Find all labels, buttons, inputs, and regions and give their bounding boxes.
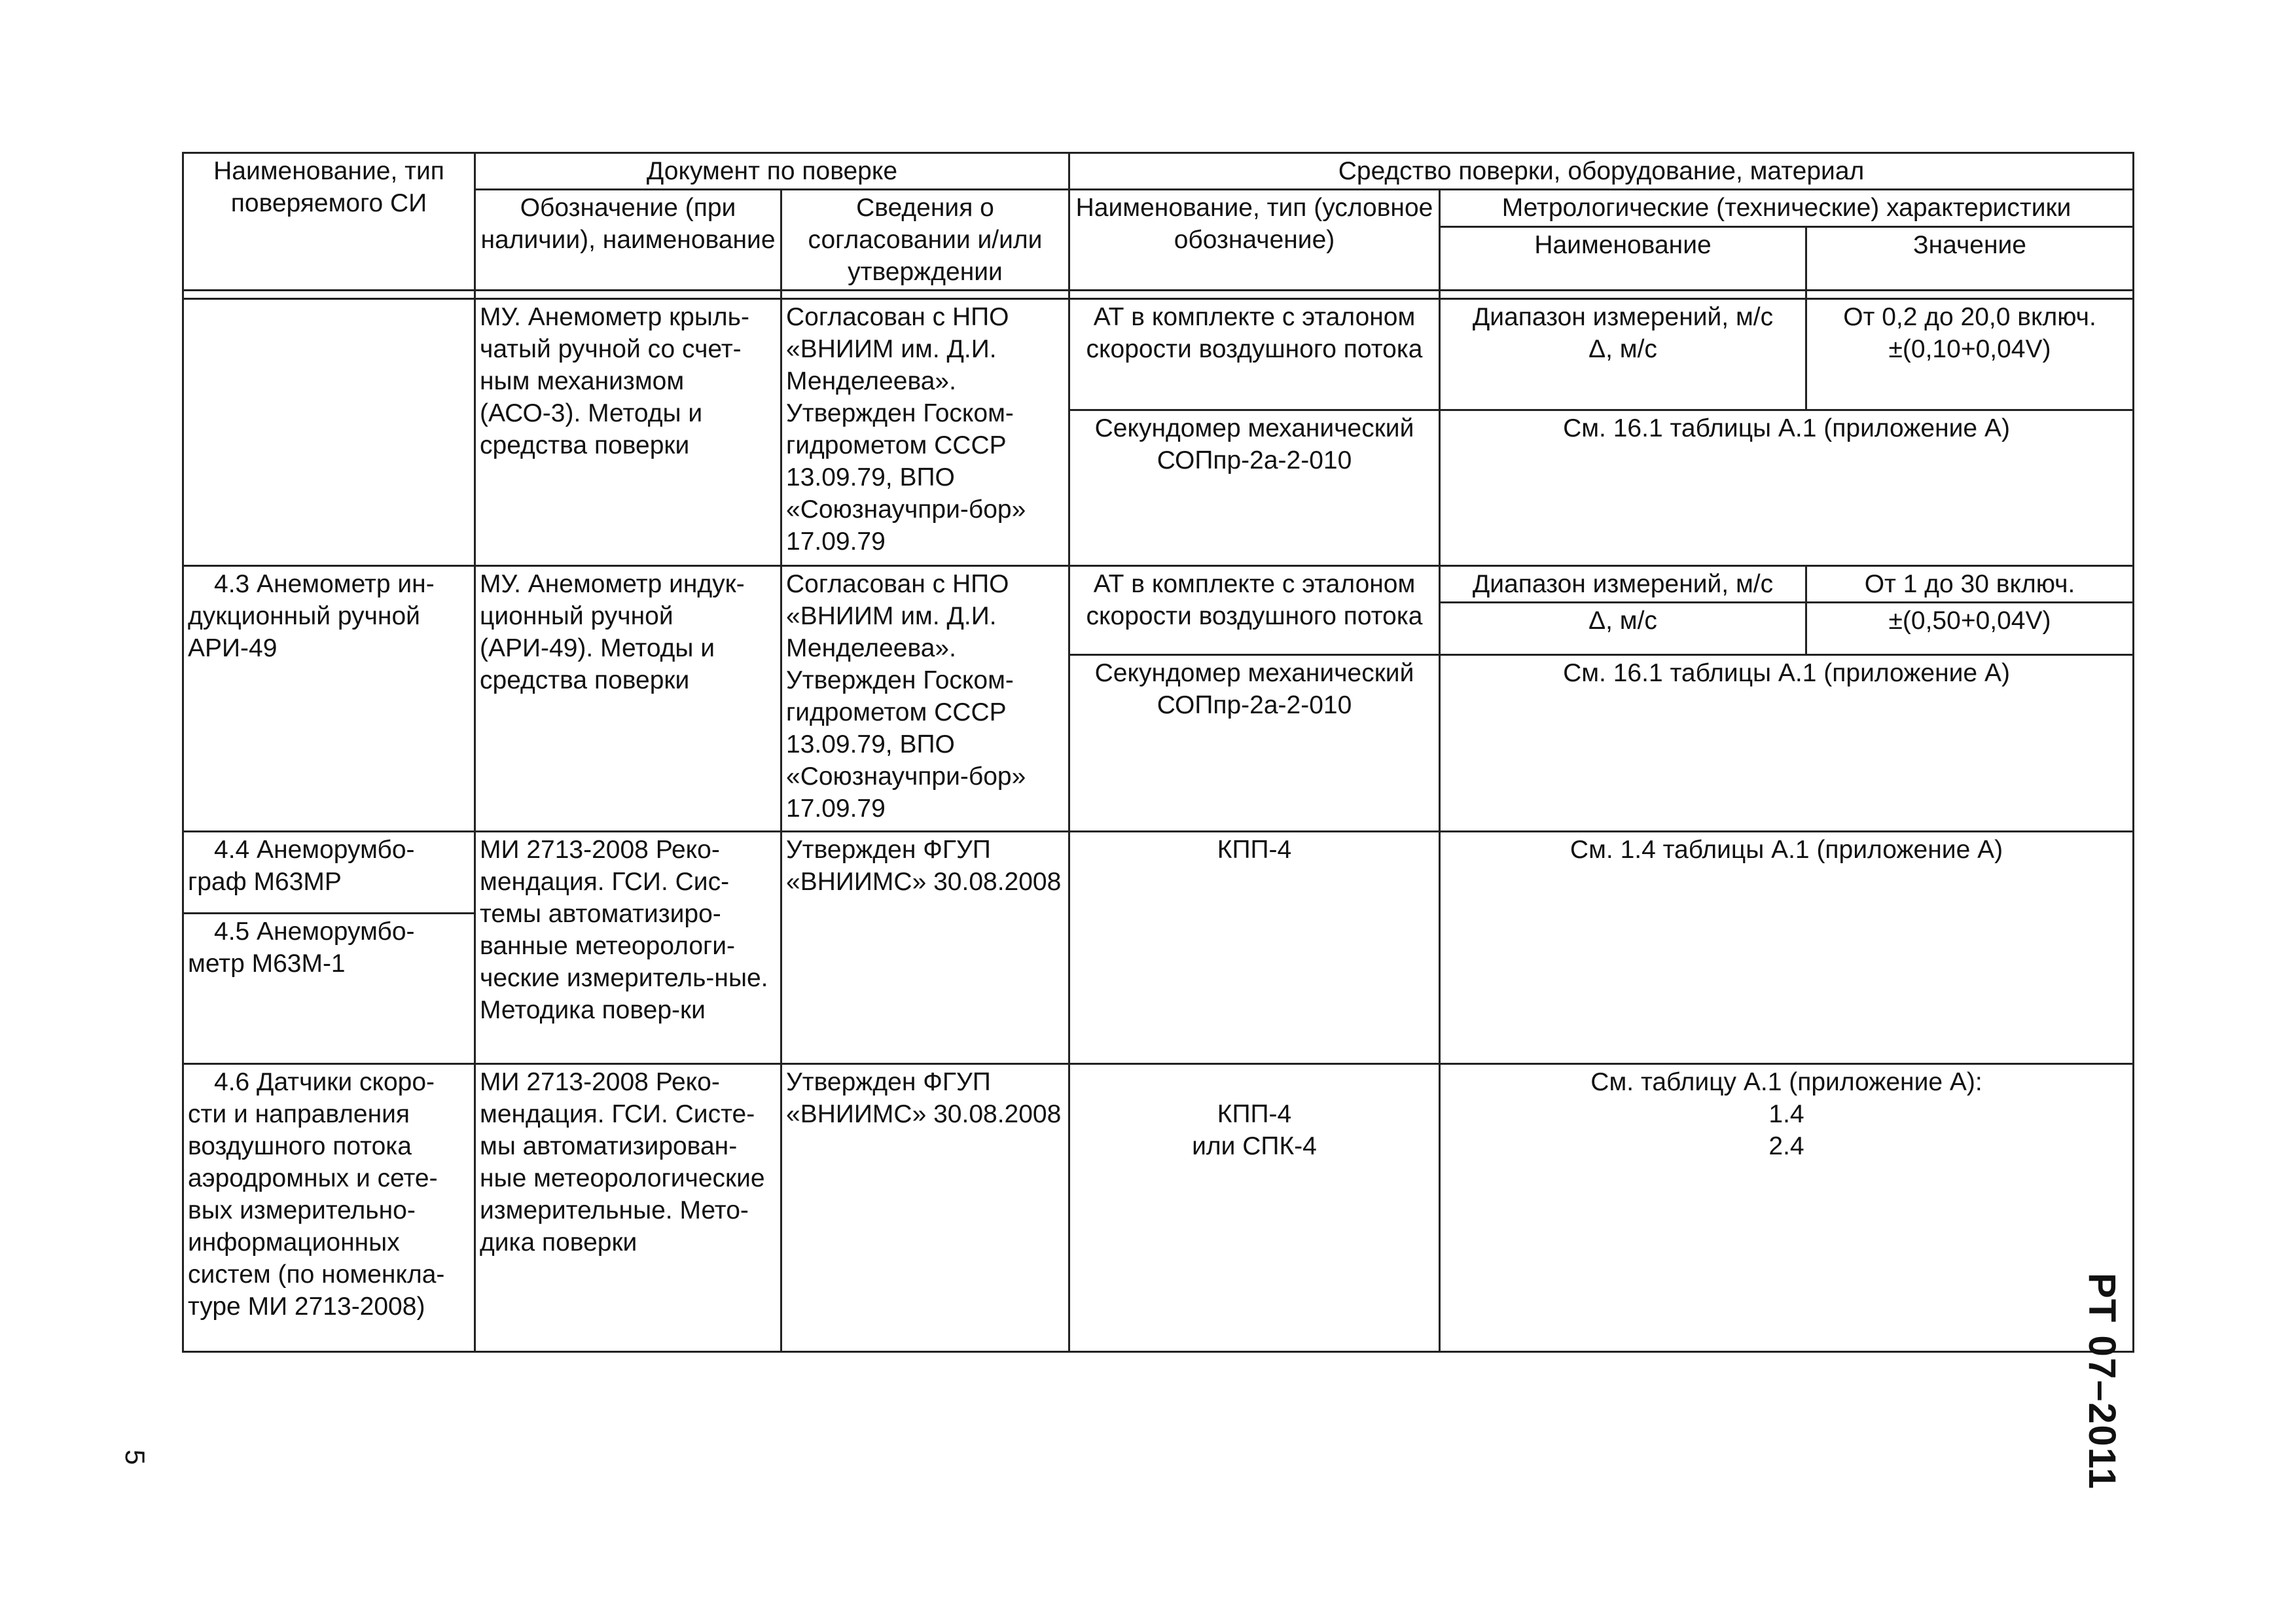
- si-name-cell: [183, 299, 475, 566]
- header-row-1: [183, 153, 2134, 190]
- char-value-cell: [1806, 299, 2134, 410]
- table-row: [183, 1064, 2134, 1352]
- tool-line: или СПК-4: [1192, 1132, 1317, 1160]
- tool-line: КПП-4: [1217, 1100, 1292, 1128]
- approval-cell: Согласован с НПО «ВНИИМ им. Д.И. Менделеева». Утвержден Госком-гидрометом СССР 13.09.79, ВПО «Союзнаучпри-бор» 17.09.79: [781, 299, 1069, 566]
- designation-cell: МУ. Анемометр крыль-чатый ручной со счет-ным механизмом (АСО-3). Методы и средства поверки: [475, 299, 781, 566]
- header-metrological: Метрологические (технические) характеристики: [1440, 190, 2134, 227]
- designation-cell: МИ 2713-2008 Реко-мендация. ГСИ. Систе-мы автоматизирован-ные метеорологические измерительные. Мето-дика поверки: [475, 1064, 781, 1352]
- approval-cell: Утвержден ФГУП «ВНИИМС» 30.08.2008: [781, 1064, 1069, 1352]
- header-approval: Сведения о согласовании и/или утверждении: [781, 190, 1069, 291]
- char-name-line: Диапазон измерений, м/с: [1472, 303, 1774, 331]
- header-char-name: Наименование: [1440, 227, 1806, 291]
- page-number: 5: [120, 1450, 151, 1465]
- header-tool-group: Средство поверки, оборудование, материал: [1069, 153, 2134, 190]
- tool-cell: АТ в комплекте с эталоном скорости воздушного потока: [1069, 566, 1440, 655]
- char-value-line: ±(0,10+0,04V): [1888, 335, 2051, 363]
- tool-cell: [1069, 1064, 1440, 1352]
- reference-line: См. таблицу А.1 (приложение А):: [1590, 1068, 1982, 1096]
- approval-cell: Утвержден ФГУП «ВНИИМС» 30.08.2008: [781, 832, 1069, 1064]
- tool-cell: Секундомер механический СОПпр-2а-2-010: [1069, 655, 1440, 832]
- reference-cell: См. 16.1 таблицы А.1 (приложение А): [1440, 410, 2134, 566]
- reference-cell: См. 16.1 таблицы А.1 (приложение А): [1440, 655, 2134, 832]
- reference-cell: См. 1.4 таблицы А.1 (приложение А): [1440, 832, 2134, 1064]
- reference-cell: [1440, 1064, 2134, 1352]
- tool-cell: АТ в комплекте с эталоном скорости воздушного потока: [1069, 299, 1440, 410]
- si-name-cell: 4.5 Анеморумбо-метр М63М-1: [183, 914, 475, 1064]
- header-designation: Обозначение (при наличии), наименование: [475, 190, 781, 291]
- verification-table: [182, 152, 2134, 1353]
- header-separator: [183, 291, 2134, 299]
- designation-cell: МУ. Анемометр индук-ционный ручной (АРИ-49). Методы и средства поверки: [475, 566, 781, 832]
- tool-line-spacer: [1074, 1066, 1435, 1098]
- table-row: [183, 566, 2134, 603]
- reference-line: 1.4: [1768, 1100, 1804, 1128]
- table-row: [183, 832, 2134, 914]
- char-name-cell: Диапазон измерений, м/с: [1440, 566, 1806, 603]
- si-name-cell: 4.4 Анеморумбо-граф М63МР: [183, 832, 475, 914]
- si-name-cell: 4.3 Анемометр ин-дукционный ручной АРИ-49: [183, 566, 475, 832]
- char-value-cell: ±(0,50+0,04V): [1806, 603, 2134, 655]
- si-name-cell: 4.6 Датчики скоро-сти и направления воздушного потока аэродромных и сете-вых измерительно-информационных систем (по номенкла-туре МИ 2713-2008): [183, 1064, 475, 1352]
- char-name-line: Δ, м/с: [1588, 335, 1657, 363]
- char-name-cell: [1440, 299, 1806, 410]
- approval-cell: Согласован с НПО «ВНИИМ им. Д.И. Менделеева». Утвержден Госком-гидрометом СССР 13.09.79, ВПО «Союзнаучпри-бор» 17.09.79: [781, 566, 1069, 832]
- header-tool-name: Наименование, тип (условное обозначение): [1069, 190, 1440, 291]
- designation-cell: МИ 2713-2008 Реко-мендация. ГСИ. Сис-темы автоматизиро-ванные метеорологи-ческие измеритель-ные. Методика повер-ки: [475, 832, 781, 1064]
- header-char-value: Значение: [1806, 227, 2134, 291]
- document-code: РТ 07–2011: [2081, 1273, 2123, 1491]
- header-row-2: [183, 190, 2134, 227]
- header-si-name: Наименование, тип поверяемого СИ: [183, 153, 475, 291]
- tool-cell: КПП-4: [1069, 832, 1440, 1064]
- char-name-cell: Δ, м/с: [1440, 603, 1806, 655]
- char-value-line: От 0,2 до 20,0 включ.: [1843, 303, 2096, 331]
- header-doc-group: Документ по поверке: [475, 153, 1069, 190]
- table-row: [183, 299, 2134, 410]
- reference-line: 2.4: [1768, 1132, 1804, 1160]
- char-value-cell: От 1 до 30 включ.: [1806, 566, 2134, 603]
- tool-cell: Секундомер механический СОПпр-2а-2-010: [1069, 410, 1440, 566]
